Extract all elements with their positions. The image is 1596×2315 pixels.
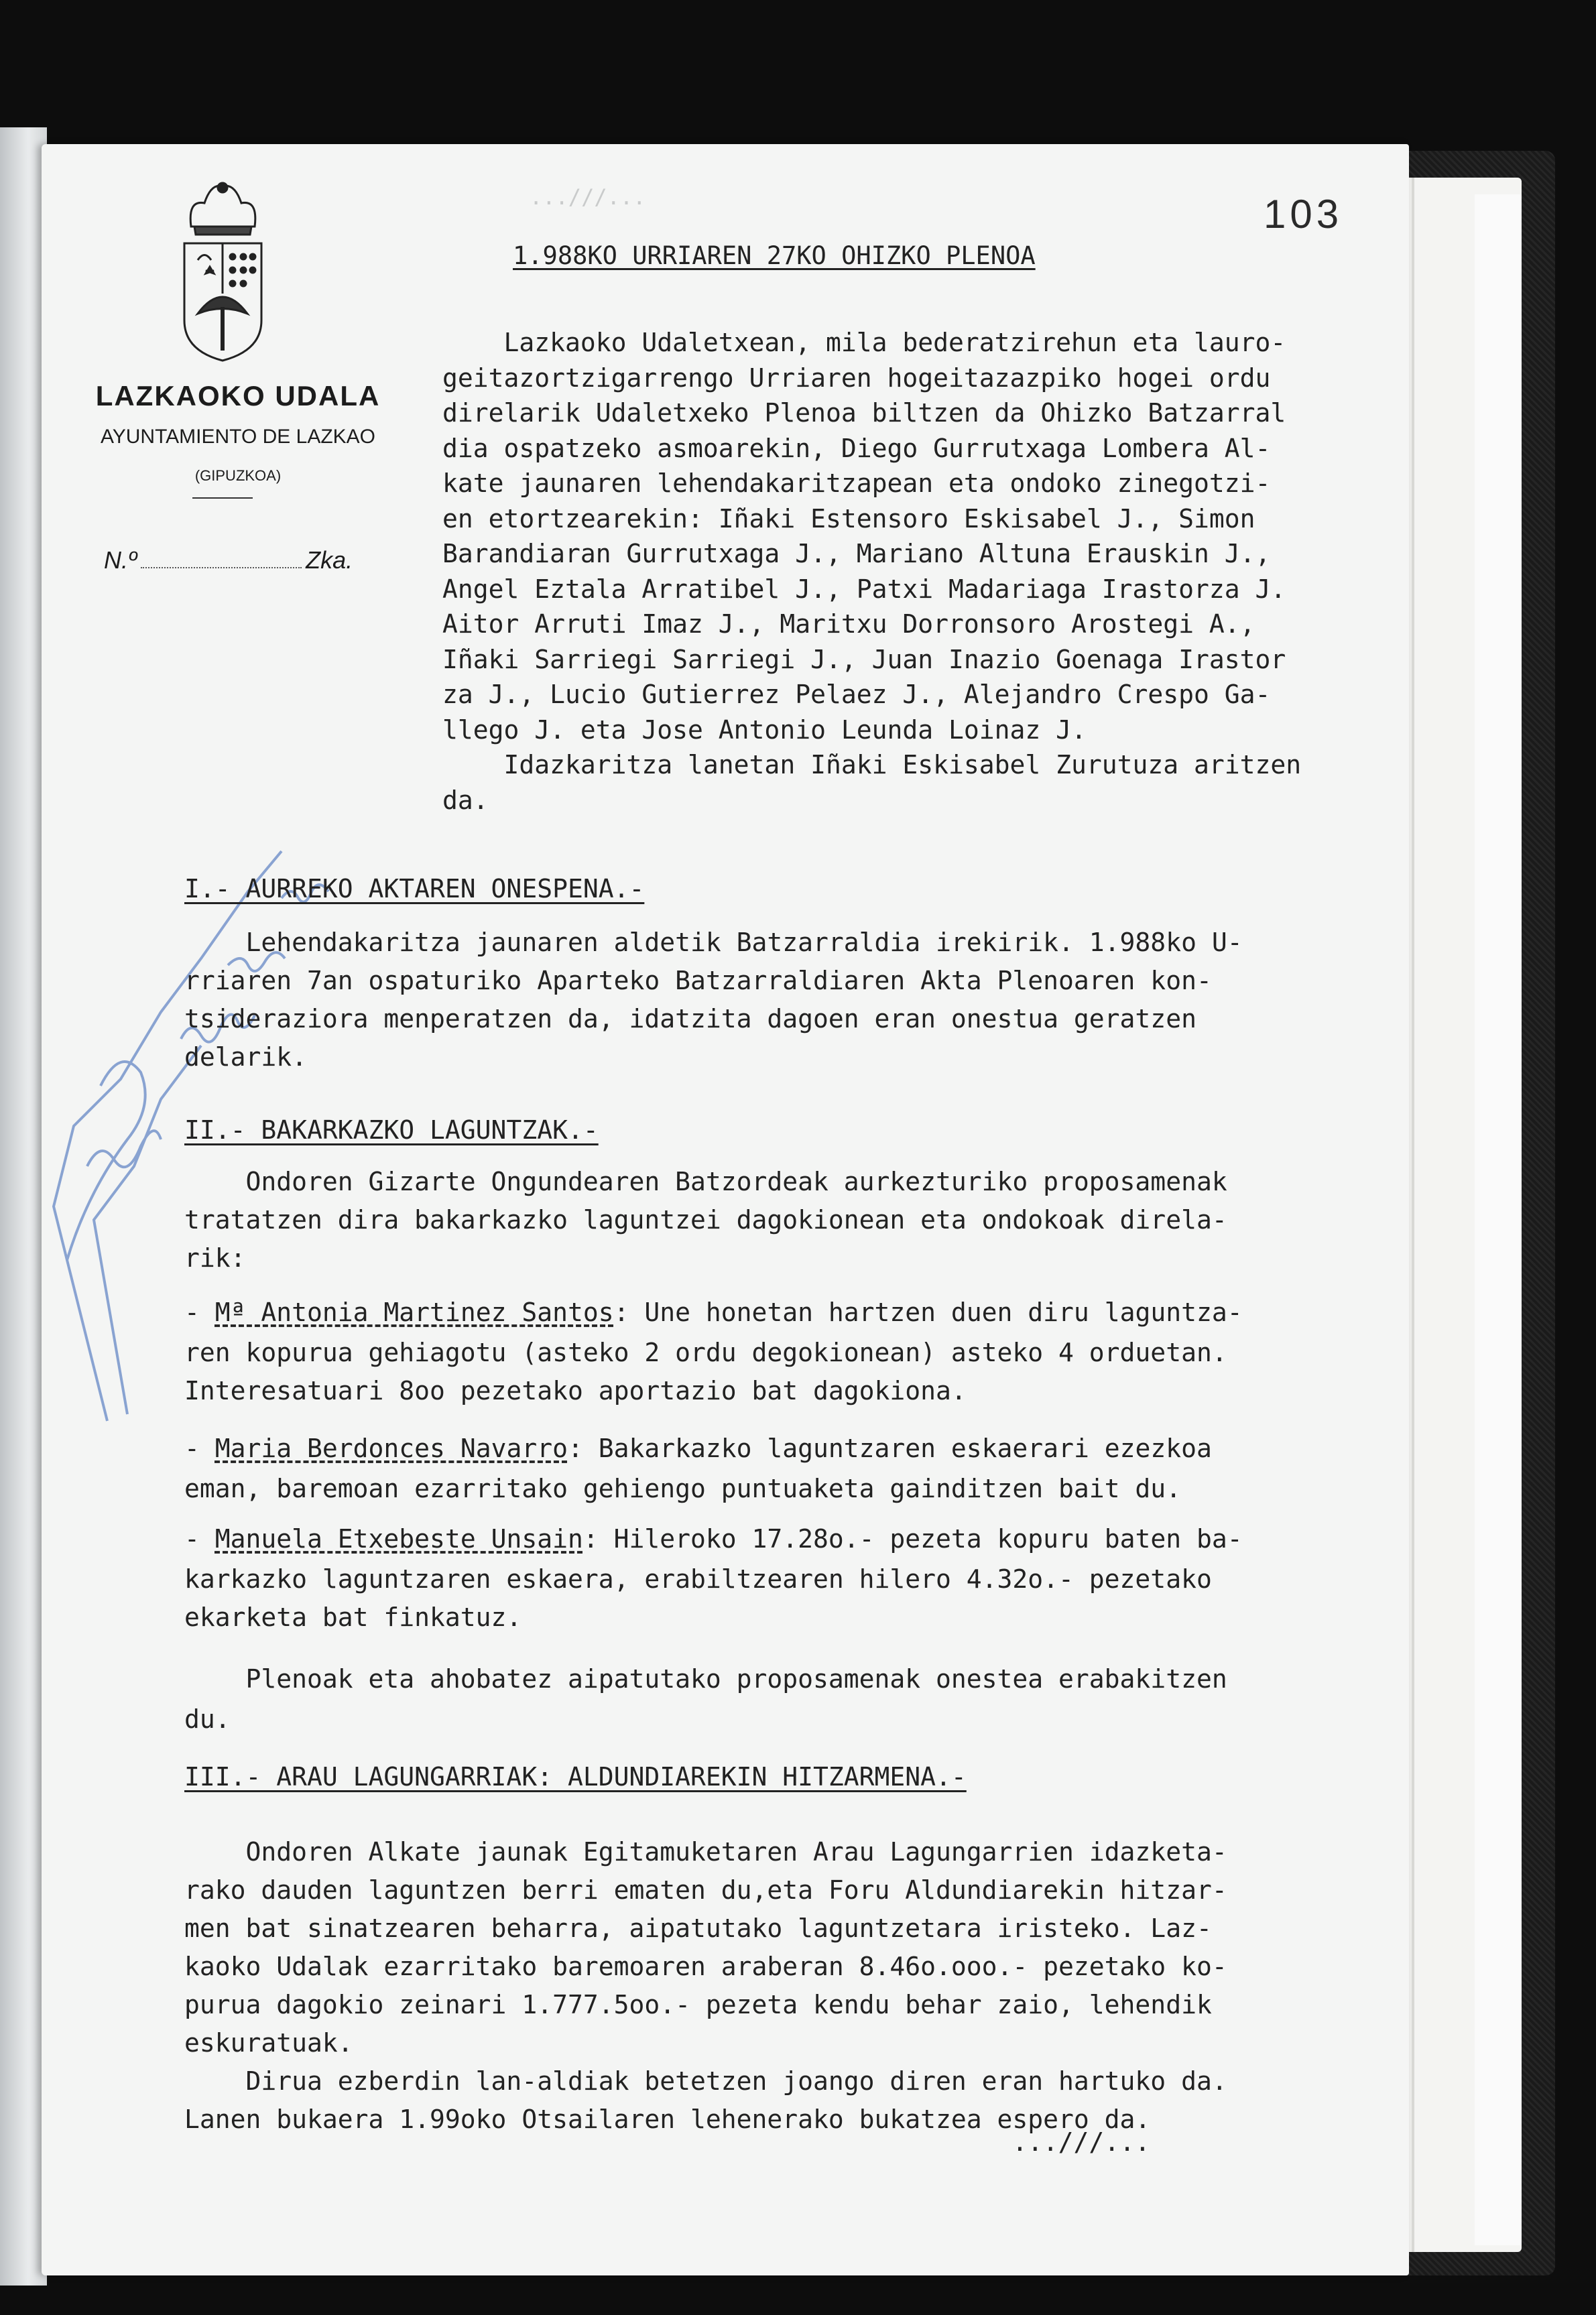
list-item-3-text [184,1560,1212,1637]
list-item-3-name: Manuela Etxebeste Unsain [214,1524,583,1554]
list-item-2-name: Maria Berdonces Navarro [214,1434,568,1463]
divider [192,497,253,499]
section-2-conclusion [184,1659,1227,1739]
list-item-1-text [184,1334,1227,1410]
list-item-2-text [184,1470,1181,1508]
section-1-line: rriaren 7an ospaturiko Aparteko Batzarraldiaren Akta Plenoaren kon- [184,966,1212,995]
section-1-line: tsideraziora menperatzen da, idatzita dagoen eran onestua geratzen [184,1004,1196,1034]
reference-number-line [104,546,385,574]
page-number: 103 [1264,192,1343,237]
item-1-line: Interesatuari 8oo pezetako aportazio bat dagokiona. [184,1376,967,1405]
organization-subtitle: AYUNTAMIENTO DE LAZKAO [100,426,376,448]
section-2-close-line: Plenoak eta ahobatez aipatutako proposamenak onestea erabakitzen [184,1664,1227,1694]
intro-paragraph [442,325,1301,818]
organization-name: LAZKAOKO UDALA [95,380,381,412]
section-3-heading: III.- ARAU LAGUNGARRIAK: ALDUNDIAREKIN HITZARMENA.- [184,1762,967,1792]
bleed-through-text: ...///... [530,184,646,210]
page-edge-strip [1475,194,1522,2245]
section-3-body [184,1833,1227,2139]
intro-line: kate jaunaren lehendakaritzapean eta ondoko zinegotzi- [442,468,1271,498]
section-3-line: eskuratuak. [184,2028,353,2058]
list-item-1: - Mª Antonia Martinez Santos: Une honetan hartzen duen diru laguntza- [184,1298,1243,1327]
intro-line: Barandiaran Gurrutxaga J., Mariano Altuna Erauskin J., [442,539,1271,568]
section-2-heading: II.- BAKARKAZKO LAGUNTZAK.- [184,1115,599,1145]
section-1-body [184,924,1243,1076]
organization-province: (GIPUZKOA) [194,467,282,484]
section-1-heading: I.- AURREKO AKTAREN ONESPENA.- [184,874,645,903]
intro-line: Angel Eztala Arratibel J., Patxi Madariaga Irastorza J. [442,574,1286,604]
section-3-line: Ondoren Alkate jaunak Egitamuketaren Arau Lagungarrien idazketa- [184,1837,1227,1867]
section-1-line: Lehendakaritza jaunaren aldetik Batzarraldia irekirik. 1.988ko U- [184,928,1243,957]
section-2-intro-line: rik: [184,1243,246,1273]
intro-line: da. [442,785,489,815]
item-3-line: ekarketa bat finkatuz. [184,1603,522,1632]
continuation-mark: ...///... [1012,2127,1150,2157]
item-2-line: eman, baremoan ezarritako gehiengo puntuaketa gainditzen bait du. [184,1474,1182,1503]
section-3-line: purua dagokio zeinari 1.777.5oo.- pezeta kendu behar zaio, lehendik [184,1990,1212,2019]
section-3-line: kaoko Udalak ezarritako baremoaren araberan 8.46o.ooo.- pezetako ko- [184,1952,1227,1981]
intro-line: direlarik Udaletxeko Plenoa biltzen da Ohizko Batzarral [442,398,1286,428]
intro-line: dia ospatzeko asmoarekin, Diego Gurrutxaga Lombera Al- [442,433,1271,463]
intro-line: Idazkaritza lanetan Iñaki Eskisabel Zurutuza aritzen [442,750,1302,779]
section-2-intro-line: tratatzen dira bakarkazko laguntzei dagokionean eta ondokoak direla- [184,1205,1227,1235]
document-title: 1.988KO URRIAREN 27KO OHIZKO PLENOA [513,241,1036,270]
intro-line: Aitor Arruti Imaz J., Maritxu Dorronsoro Arostegi A., [442,609,1255,639]
intro-line: za J., Lucio Gutierrez Pelaez J., Alejandro Crespo Ga- [442,680,1271,709]
intro-line: Lazkaoko Udaletxean, mila bederatzirehun eta lauro- [442,328,1286,357]
section-2-intro [184,1163,1227,1277]
section-3-line: Dirua ezberdin lan-aldiak betetzen joango diren eran hartuko da. [184,2066,1227,2096]
item-1-line: ren kopurua gehiagotu (asteko 2 ordu degokionean) asteko 4 orduetan. [184,1338,1227,1367]
section-3-line: rako dauden laguntzen berri ematen du,eta Foru Aldundiarekin hitzar- [184,1875,1227,1905]
coat-of-arms-icon [178,180,268,367]
item-3-line: karkazko laguntzaren eskaera, erabiltzearen hilero 4.32o.- pezetako [184,1564,1212,1594]
section-3-line: Lanen bukaera 1.99oko Otsailaren lehenerako bukatzea espero da. [184,2105,1151,2134]
list-item-2: - Maria Berdonces Navarro: Bakarkazko laguntzaren eskaerari ezezkoa [184,1434,1212,1463]
list-item-3: - Manuela Etxebeste Unsain: Hileroko 17.28o.- pezeta kopuru baten ba- [184,1524,1243,1554]
number-suffix: Zka. [306,546,353,574]
intro-line: en etortzearekin: Iñaki Estensoro Eskisabel J., Simon [442,503,1255,534]
section-3-line: men bat sinatzearen beharra, aipatutako laguntzetara iristeko. Laz- [184,1914,1212,1943]
intro-line: llego J. eta Jose Antonio Leunda Loinaz J. [442,714,1087,745]
intro-line: Iñaki Sarriegi Sarriegi J., Juan Inazio Goenaga Irastor [442,644,1286,674]
section-1-line: delarik. [184,1042,308,1072]
section-2-intro-line: Ondoren Gizarte Ongundearen Batzordeak aurkezturiko proposamenak [184,1167,1227,1196]
section-2-close-line: du. [184,1704,231,1734]
number-blank [141,567,302,568]
list-item-1-name: Mª Antonia Martinez Santos [214,1298,614,1327]
intro-line: geitazortzigarrengo Urriaren hogeitazazpiko hogei ordu [442,363,1271,393]
number-label: N.º [104,546,137,574]
